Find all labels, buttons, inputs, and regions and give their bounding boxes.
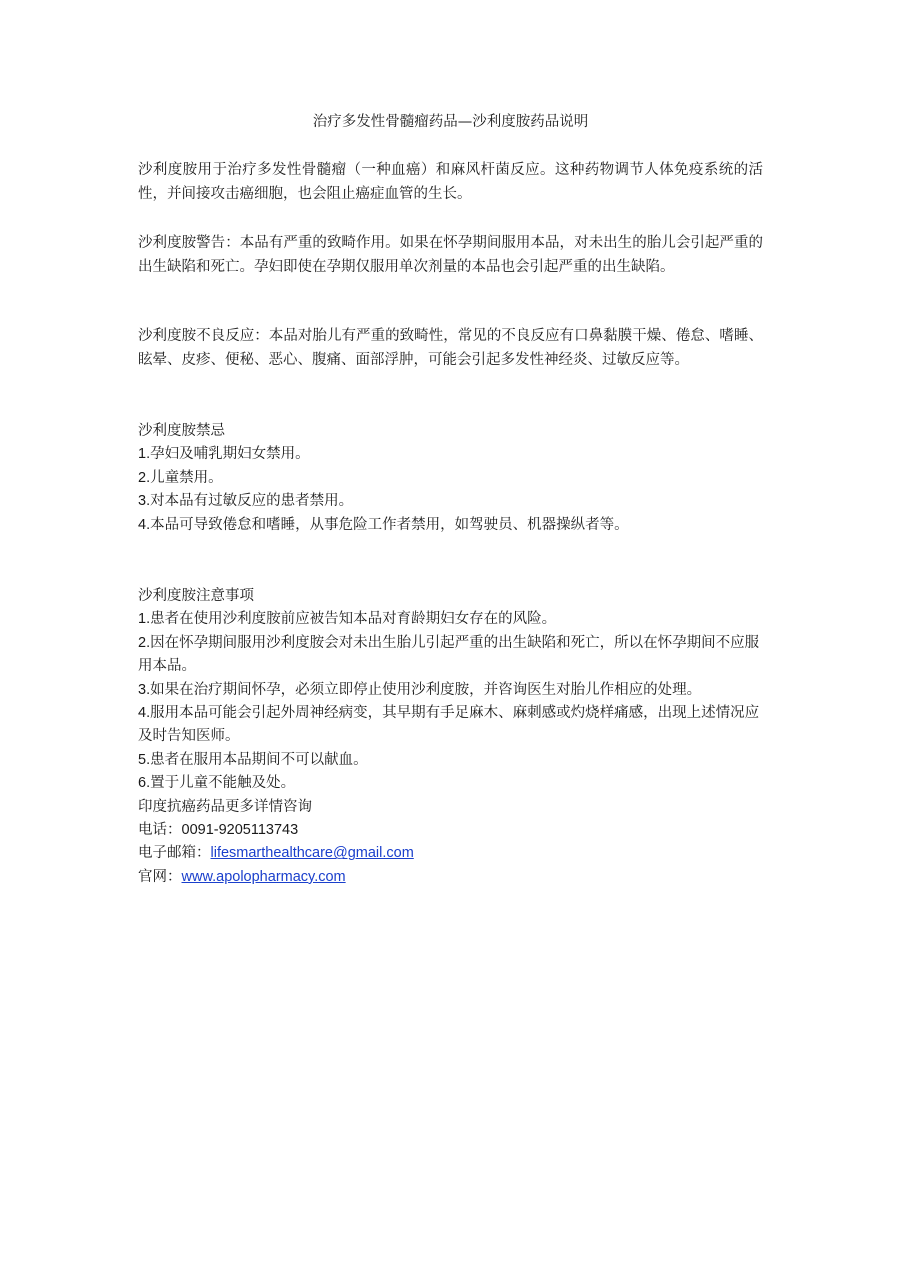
list-item — [138, 514, 763, 537]
website-line — [138, 866, 763, 889]
list-item — [138, 608, 763, 631]
website-label: 官网： — [138, 868, 182, 885]
document-title: 治疗多发性骨髓瘤药品—沙利度胺药品说明 — [312, 114, 589, 130]
contraindications-section — [138, 420, 763, 537]
phone-number: 0091-9205113743 — [181, 822, 299, 839]
website-link[interactable]: www.apolopharmacy.com — [181, 868, 346, 885]
list-text: 因在怀孕期间服用沙利度胺会对未出生胎儿引起严重的出生缺陷和死亡，所以在怀孕期间不应服用本品。 — [138, 634, 760, 675]
email-link[interactable]: lifesmarthealthcare@gmail.com — [210, 845, 414, 862]
email-label: 电子邮箱： — [138, 845, 211, 862]
list-number: 2. — [138, 469, 151, 486]
list-number: 5. — [138, 751, 151, 768]
list-number: 1. — [138, 611, 151, 628]
list-item — [138, 702, 763, 749]
list-text: 患者在使用沙利度胺前应被告知本品对育龄期妇女存在的风险。 — [150, 611, 557, 628]
contact-heading: 印度抗癌药品更多详情咨询 — [138, 798, 312, 815]
precautions-heading: 沙利度胺注意事项 — [138, 588, 254, 604]
list-number: 6. — [138, 775, 151, 792]
list-text: 孕妇及哺乳期妇女禁用。 — [150, 446, 310, 463]
list-item — [138, 443, 763, 466]
contraindications-heading: 沙利度胺禁忌 — [138, 423, 225, 439]
list-text: 置于儿童不能触及处。 — [150, 775, 296, 792]
email-line — [138, 842, 763, 865]
list-number: 3. — [138, 493, 151, 510]
list-number: 4. — [138, 516, 151, 533]
list-item — [138, 772, 763, 795]
list-number: 1. — [138, 446, 151, 463]
list-item — [138, 632, 763, 679]
list-number: 2. — [138, 634, 151, 651]
list-text: 如果在治疗期间怀孕，必须立即停止使用沙利度胺，并咨询医生对胎儿作相应的处理。 — [150, 681, 702, 698]
intro-paragraph: 沙利度胺用于治疗多发性骨髓瘤（一种血癌）和麻风杆菌反应。这种药物调节人体免疫系统的活性，并间接攻击癌细胞，也会阻止癌症血管的生长。 — [138, 162, 763, 202]
warning-paragraph: 沙利度胺警告：本品有严重的致畸作用。如果在怀孕期间服用本品，对未出生的胎儿会引起严重的出生缺陷和死亡。孕妇即使在孕期仅服用单次剂量的本品也会引起严重的出生缺陷。 — [138, 235, 763, 275]
list-item — [138, 749, 763, 772]
list-item — [138, 679, 763, 702]
list-number: 4. — [138, 705, 151, 722]
list-number: 3. — [138, 681, 151, 698]
phone-label: 电话： — [138, 822, 182, 839]
list-text: 对本品有过敏反应的患者禁用。 — [150, 493, 354, 510]
adverse-reactions-paragraph: 沙利度胺不良反应：本品对胎儿有严重的致畸性，常见的不良反应有口鼻黏膜干燥、倦怠、嗜睡、眩晕、皮疹、便秘、恶心、腹痛、面部浮肿，可能会引起多发性神经炎、过敏反应等。 — [138, 328, 763, 368]
list-item — [138, 490, 763, 513]
list-text: 患者在服用本品期间不可以献血。 — [150, 751, 368, 768]
list-text: 儿童禁用。 — [150, 469, 223, 486]
precautions-section — [138, 585, 763, 889]
list-text: 服用本品可能会引起外周神经病变，其早期有手足麻木、麻刺感或灼烧样痛感，出现上述情况应及时告知医师。 — [138, 705, 760, 745]
phone-line — [138, 819, 763, 842]
list-item — [138, 467, 763, 490]
list-text: 本品可导致倦怠和嗜睡，从事危险工作者禁用，如驾驶员、机器操纵者等。 — [150, 516, 629, 533]
